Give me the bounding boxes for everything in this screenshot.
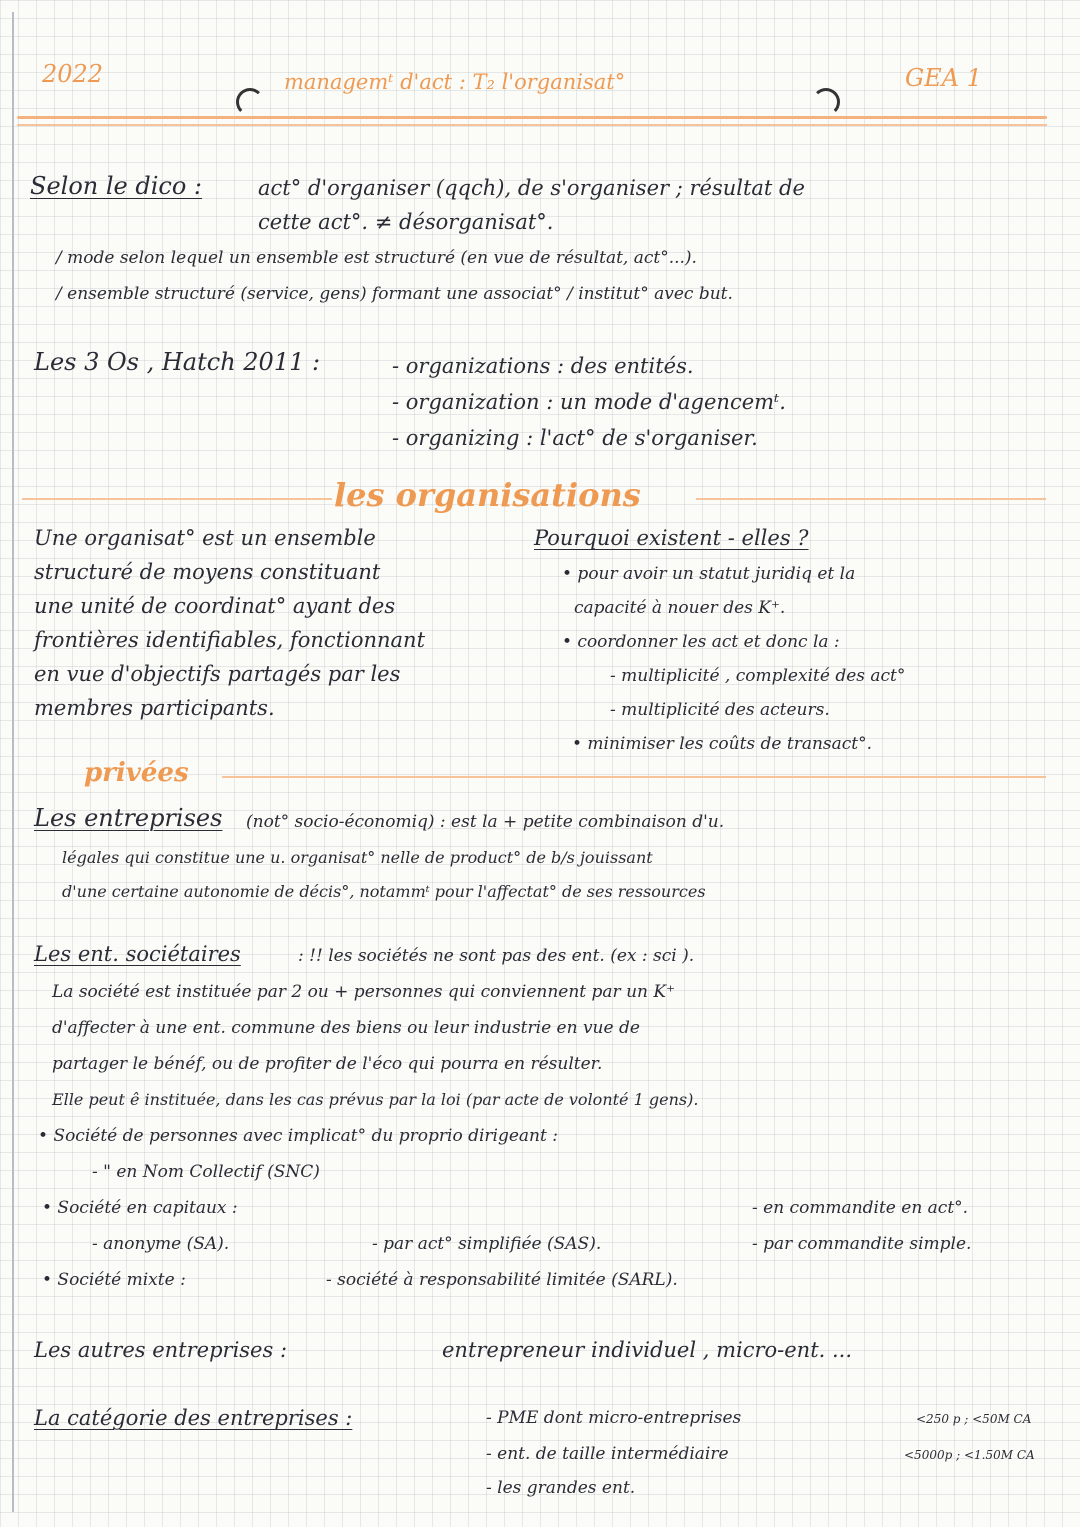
- anonyme: - anonyme (SA).: [92, 1234, 230, 1254]
- definition-label: Selon le dico :: [30, 172, 203, 200]
- org-def-line-5: en vue d'objectifs partagés par les: [34, 662, 401, 686]
- societe-capitaux: • Société en capitaux :: [42, 1198, 238, 1218]
- why-line-4: - multiplicité , complexité des act°: [610, 666, 906, 686]
- categorie-label: La catégorie des entreprises :: [34, 1406, 353, 1430]
- section-rule-left: [22, 498, 332, 500]
- header-bracket-right: [812, 88, 840, 116]
- entreprises-label: Les entreprises: [34, 804, 223, 832]
- definition-line-1: act° d'organiser (qqch), de s'organiser ; résultat de: [258, 176, 805, 200]
- notebook-page: [12, 12, 1062, 1512]
- org-def-line-1: Une organisat° est un ensemble: [34, 526, 376, 550]
- privees-rule: [222, 776, 1046, 778]
- categorie-note-2: <5000p ; <1.50M CA: [904, 1448, 1035, 1462]
- societaires-line-4: partager le bénéf, ou de profiter de l'éco qui pourra en résulter.: [52, 1054, 603, 1074]
- three-os-label: Les 3 Os , Hatch 2011 :: [34, 348, 321, 376]
- three-os-item-3: - organizing : l'act° de s'organiser.: [392, 426, 758, 450]
- org-def-line-3: une unité de coordinat° ayant des: [34, 594, 396, 618]
- categorie-item-2: - ent. de taille intermédiaire: [486, 1444, 729, 1464]
- section-title: les organisations: [334, 476, 641, 514]
- why-line-1: • pour avoir un statut juridiq et la: [562, 564, 856, 584]
- three-os-item-2: - organization : un mode d'agencemᵗ.: [392, 390, 786, 414]
- header-title: managemᵗ d'act : T₂ l'organisat°: [284, 70, 626, 94]
- privees-label: privées: [84, 758, 189, 788]
- margin-line: [12, 12, 14, 1512]
- header-year: 2022: [42, 60, 104, 88]
- org-def-line-4: frontières identifiables, fonctionnant: [34, 628, 426, 652]
- three-os-item-1: - organizations : des entités.: [392, 354, 694, 378]
- societe-mixte: • Société mixte :: [42, 1270, 186, 1290]
- societe-personnes: • Société de personnes avec implicat° du proprio dirigeant :: [38, 1126, 558, 1146]
- nom-collectif: - " en Nom Collectif (SNC): [92, 1162, 320, 1182]
- definition-line-2: cette act°. ≠ désorganisat°.: [258, 210, 554, 234]
- org-def-line-2: structuré de moyens constituant: [34, 560, 381, 584]
- definition-line-3: / mode selon lequel un ensemble est structuré (en vue de résultat, act°...).: [56, 248, 697, 268]
- definition-line-4: / ensemble structuré (service, gens) formant une associat° / institut° avec but.: [56, 284, 733, 304]
- sarl: - société à responsabilité limitée (SARL).: [326, 1270, 678, 1290]
- header-class: GEA 1: [905, 64, 982, 92]
- org-def-line-6: membres participants.: [34, 696, 275, 720]
- sas: - par act° simplifiée (SAS).: [372, 1234, 602, 1254]
- entreprises-line-2: légales qui constitue une u. organisat° nelle de product° de b/s jouissant: [62, 848, 653, 867]
- header-bracket-left: [236, 88, 264, 116]
- societaires-line-1: : !! les sociétés ne sont pas des ent. (ex : sci ).: [298, 946, 695, 966]
- why-title: Pourquoi existent - elles ?: [534, 526, 809, 550]
- why-line-2: capacité à nouer des K⁺.: [574, 598, 786, 618]
- why-line-6: • minimiser les coûts de transact°.: [572, 734, 873, 754]
- societaires-line-3: d'affecter à une ent. commune des biens ou leur industrie en vue de: [52, 1018, 640, 1038]
- commandite-simple: - par commandite simple.: [752, 1234, 972, 1254]
- societaires-label: Les ent. sociétaires: [34, 942, 241, 966]
- section-rule-right: [696, 498, 1046, 500]
- autres-label: Les autres entreprises :: [34, 1338, 288, 1362]
- categorie-item-3: - les grandes ent.: [486, 1478, 636, 1498]
- entreprises-line-1: (not° socio-économiq) : est la + petite combinaison d'u.: [246, 812, 725, 832]
- societaires-line-2: La société est instituée par 2 ou + personnes qui conviennent par un K⁺: [52, 982, 676, 1002]
- entreprises-line-3: d'une certaine autonomie de décis°, notammᵗ pour l'affectat° de ses ressources: [62, 882, 706, 901]
- header-underline: [17, 116, 1047, 119]
- commandite-act: - en commandite en act°.: [752, 1198, 969, 1218]
- header-underline-2: [17, 124, 1047, 126]
- societaires-line-5: Elle peut ê instituée, dans les cas prévus par la loi (par acte de volonté 1 gens).: [52, 1090, 699, 1109]
- why-line-5: - multiplicité des acteurs.: [610, 700, 830, 720]
- categorie-item-1: - PME dont micro-entreprises: [486, 1408, 742, 1428]
- autres-text: entrepreneur individuel , micro-ent. ...: [442, 1338, 853, 1362]
- why-line-3: • coordonner les act et donc la :: [562, 632, 840, 652]
- categorie-note-1: <250 p ; <50M CA: [916, 1412, 1032, 1426]
